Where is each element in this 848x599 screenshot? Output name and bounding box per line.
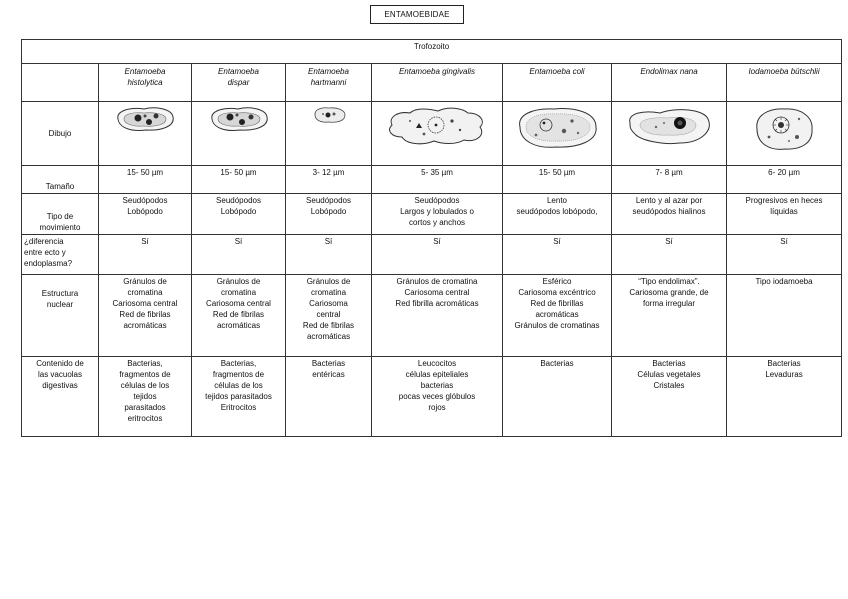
species-name: Endolimax nana [612, 64, 727, 102]
row-label-difference: ¿diferencia entre ecto y endoplasma? [22, 235, 99, 275]
movement-cell: Seudópodos Lobópodo [99, 194, 192, 235]
movement-cell: Lento seudópodos lobópodo, [503, 194, 612, 235]
species-name: Entamoeba coli [503, 64, 612, 102]
vacuoles-cell: Bacterias Levaduras [727, 357, 842, 437]
nuclear-cell: Gránulos de cromatina Cariosoma central Red de fibrilas acromáticas [192, 275, 286, 357]
vacuoles-cell: Bacterias, fragmentos de células de los tejidos parasitados eritrocitos [99, 357, 192, 437]
nuclear-cell: Gránulos de cromatina Cariosoma central Red fibrilla acromáticas [372, 275, 503, 357]
size-row [22, 166, 842, 194]
drawing-row [22, 102, 842, 166]
nuclear-cell: “Tipo endolimax”. Cariosoma grande, de forma irregular [612, 275, 727, 357]
difference-cell: Sí [612, 235, 727, 275]
row-label-drawing: Dibujo [22, 102, 99, 166]
difference-cell: Sí [99, 235, 192, 275]
movement-cell: Seudópodos Lobópodo [192, 194, 286, 235]
iodamoeba-trophozoite-illustration [727, 102, 842, 166]
corner-cell [22, 64, 99, 102]
nuclear-cell: Gránulos de cromatina Cariosoma central Red de fibrilas acromáticas [286, 275, 372, 357]
movement-cell: Seudópodos Largos y lobulados o cortos y anchos [372, 194, 503, 235]
difference-cell: Sí [286, 235, 372, 275]
movement-cell: Seudópodos Lobópodo [286, 194, 372, 235]
row-label-nuclear: Estructura nuclear [22, 275, 99, 357]
species-name: Entamoeba histolytica [99, 64, 192, 102]
size-cell: 3- 12 µm [286, 166, 372, 194]
nuclear-cell: Tipo iodamoeba [727, 275, 842, 357]
trophozoite-table [21, 39, 842, 437]
difference-cell: Sí [372, 235, 503, 275]
row-label-size: Tamaño [22, 166, 99, 194]
size-cell: 15- 50 µm [192, 166, 286, 194]
header-row [22, 40, 842, 64]
species-name: Entamoeba dispar [192, 64, 286, 102]
row-label-vacuoles: Contenido de las vacuolas digestivas [22, 357, 99, 437]
vacuoles-cell: Leucocitos células epiteliales bacterias pocas veces glóbulos rojos [372, 357, 503, 437]
movement-cell: Progresivos en heces líquidas [727, 194, 842, 235]
species-name: Entamoeba hartmanni [286, 64, 372, 102]
species-name: Iodamoeba bütschlii [727, 64, 842, 102]
vacuoles-cell: Bacterias [503, 357, 612, 437]
difference-cell: Sí [192, 235, 286, 275]
trofozoito-header: Trofozoito [22, 40, 842, 64]
vacuoles-cell: Bacterias entéricas [286, 357, 372, 437]
size-cell: 15- 50 µm [503, 166, 612, 194]
dispar-trophozoite-illustration [192, 102, 286, 166]
difference-row [22, 235, 842, 275]
endolimax-trophozoite-illustration [612, 102, 727, 166]
size-cell: 6- 20 µm [727, 166, 842, 194]
document-title: ENTAMOEBIDAE [370, 5, 464, 24]
row-label-movement: Tipo de movimiento [22, 194, 99, 235]
gingivalis-trophozoite-illustration [372, 102, 503, 166]
vacuoles-cell: Bacterias Células vegetales Cristales [612, 357, 727, 437]
histolytica-trophozoite-illustration [99, 102, 192, 166]
difference-cell: Sí [503, 235, 612, 275]
nuclear-cell: Gránulos de cromatina Cariosoma central Red de fibrilas acromáticas [99, 275, 192, 357]
movement-cell: Lento y al azar por seudópodos hialinos [612, 194, 727, 235]
movement-row [22, 194, 842, 235]
species-name: Entamoeba gingivalis [372, 64, 503, 102]
vacuoles-cell: Bacterias, fragmentos de células de los tejidos parasitados Eritrocitos [192, 357, 286, 437]
size-cell: 5- 35 µm [372, 166, 503, 194]
vacuoles-row [22, 357, 842, 437]
difference-cell: Sí [727, 235, 842, 275]
hartmanni-trophozoite-illustration [286, 102, 372, 166]
nuclear-row [22, 275, 842, 357]
species-row [22, 64, 842, 102]
size-cell: 15- 50 µm [99, 166, 192, 194]
coli-trophozoite-illustration [503, 102, 612, 166]
nuclear-cell: Esférico Cariosoma excéntrico Red de fibrillas acromáticas Gránulos de cromatinas [503, 275, 612, 357]
size-cell: 7- 8 µm [612, 166, 727, 194]
